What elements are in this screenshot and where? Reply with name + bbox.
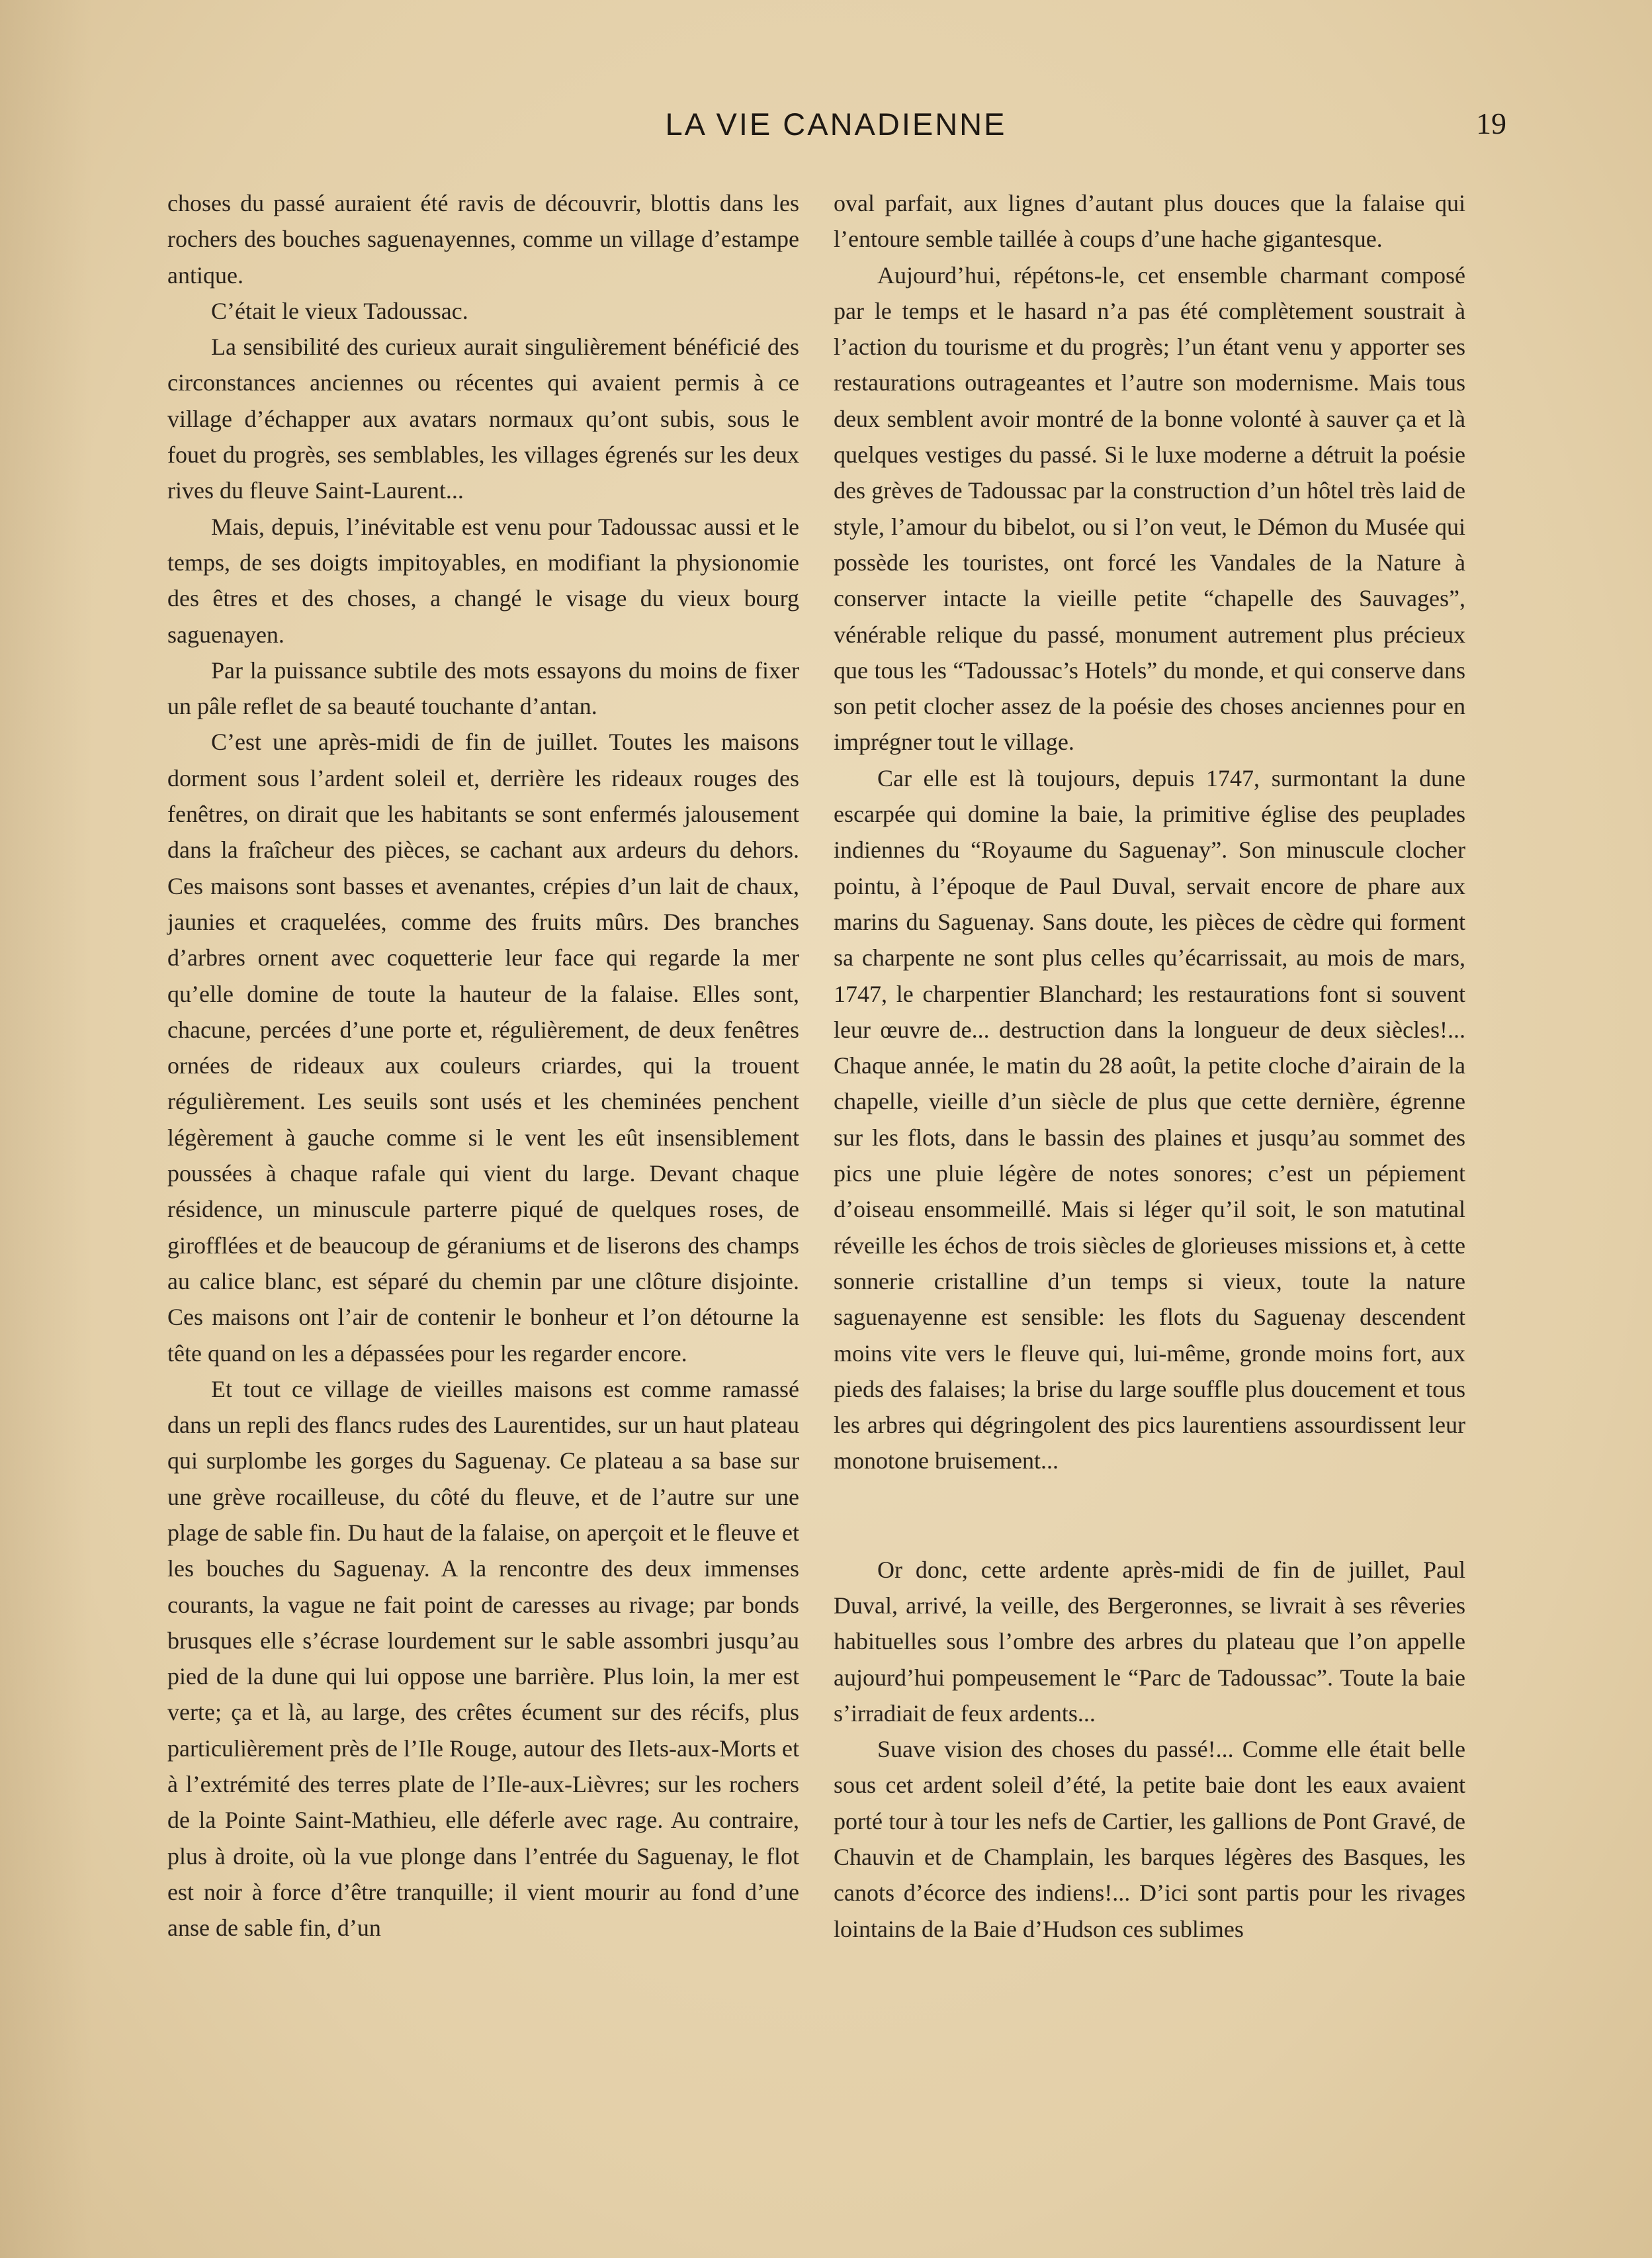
running-title: LA VIE CANADIENNE (665, 107, 1007, 142)
paragraph: Et tout ce village de vieilles maisons est comme ramassé dans un repli des flancs rudes des Laurentides, sur un haut plateau qui surplombe les gorges du Saguenay. Ce plateau a sa base sur une grève rocailleuse, du côté du fleuve, et de l’autre sur une plage de sable fin. Du haut de la falaise, on aperçoit et le fleuve et les bouches du Saguenay. A la rencontre des deux immenses courants, la vague ne fait point de caresses au rivage; par bonds brusques elle s’écrase lourdement sur le sable assombri jusqu’au pied de la dune qui lui oppose une barrière. Plus loin, la mer est verte; ça et là, au large, des crêtes écument sur des récifs, plus particulièrement près de l’Ile Rouge, autour des Ilets-aux-Morts et à l’extrémité des terres plate de l’Ile-aux-Lièvres; sur les rochers de la Pointe Saint-Mathieu, elle déferle avec rage. Au contraire, plus à droite, où la vue plonge dans l’entrée du Saguenay, le flot est noir à force d’être tranquille; il vient mourir au fond d’une anse de sable fin, d’un (167, 1375, 799, 1942)
paragraph: La sensibilité des curieux aurait singulièrement bénéficié des circonstances anciennes ou récentes qui avaient permis à ce village d’échapper aux avatars normaux qu’ont subis, sous le fouet du progrès, ses semblables, les villages égrenés sur les deux rives du fleuve Saint-Laurent... (167, 334, 799, 504)
paragraph: choses du passé auraient été ravis de découvrir, blottis dans les rochers des bouches saguenayennes, comme un village d’estampe antique. (167, 190, 799, 289)
right-column (834, 185, 1465, 1947)
paragraph: Suave vision des choses du passé!... Comme elle était belle sous cet ardent soleil d’été, la petite baie dont les eaux avaient porté tour à tour les nefs de Cartier, les gallions de Pont Gravé, de Chauvin et de Champlain, les barques légères des Basques, les canots d’écorce des indiens!... D’ici sont partis pour les rivages lointains de la Baie d’Hudson ces sublimes (834, 1736, 1465, 1942)
paragraph: Or donc, cette ardente après-midi de fin de juillet, Paul Duval, arrivé, la veille, des Bergeronnes, se livrait à ses rêveries habituelles sous l’ombre des arbres du plateau que l’on appelle aujourd’hui pompeusement le “Parc de Tadoussac”. Toute la baie s’irradiait de feux ardents... (834, 1556, 1465, 1727)
left-column (167, 185, 799, 1946)
page-number: 19 (1476, 107, 1506, 140)
paragraph: Car elle est là toujours, depuis 1747, surmontant la dune escarpée qui domine la baie, la primitive église des peuplades indiennes du “Royaume du Saguenay”. Son minuscule clocher pointu, à l’époque de Paul Duval, servait encore de phare aux marins du Saguenay. Sans doute, les pièces de cèdre qui forment sa charpente ne sont plus celles qu’écarrissait, au mois de mars, 1747, le charpentier Blanchard; les restaurations font si souvent leur œuvre de... destruction dans la longueur de deux siècles!... Chaque année, le matin du 28 août, la petite cloche d’airain de la chapelle, vieille d’un siècle de plus que cette dernière, égrenne sur les flots, dans le bassin des plaines et jusqu’au sommet des pics une pluie légère de notes sonores; c’est un pépiement d’oiseau ensommeillé. Mais si léger qu’il soit, le son matutinal réveille les échos de trois siècles de glorieuses missions et, à cette sonnerie cristalline d’un temps si vieux, toute la nature saguenayenne est sensible: les flots du Saguenay descendent moins vite vers le fleuve qui, lui-même, gronde moins fort, aux pieds des falaises; la brise du large souffle plus doucement et tous les arbres qui dégringolent des pics laurentiens assourdissent leur monotone bruisement... (834, 764, 1465, 1474)
page-binding-shadow (0, 0, 93, 2258)
paragraph: Mais, depuis, l’inévitable est venu pour Tadoussac aussi et le temps, de ses doigts impitoyables, en modifiant la physionomie des êtres et des choses, a changé le visage du vieux bourg saguenayen. (167, 513, 799, 648)
paragraph: oval parfait, aux lignes d’autant plus douces que la falaise qui l’entoure semble taillée à coups d’une hache gigantesque. (834, 190, 1465, 253)
paragraph: C’est une après-midi de fin de juillet. Toutes les maisons dorment sous l’ardent soleil et, derrière les rideaux rouges des fenêtres, on dirait que les habitants se sont enfermés jalousement dans la fraîcheur des pièces, se cachant aux ardeurs du dehors. Ces maisons sont basses et avenantes, crépies d’un lait de chaux, jaunies et craquelées, comme des fruits mûrs. Des branches d’arbres ornent avec coquetterie leur face qui regarde la mer qu’elle domine de toute la hauteur de la falaise. Elles sont, chacune, percées d’une porte et, régulièrement, de deux fenêtres ornées de rideaux aux couleurs criardes, qui la trouent régulièrement. Les seuils sont usés et les cheminées penchent légèrement à gauche comme si le vent les eût insensiblement poussées à chaque rafale qui vient du large. Devant chaque résidence, un minuscule parterre piqué de quelques roses, de girofflées et de beaucoup de géraniums et de liserons des champs au calice blanc, est séparé du chemin par une clôture disjointe. Ces maisons ont l’air de contenir le bonheur et l’on détourne la tête quand on les a dépassées pour les regarder encore. (167, 729, 799, 1367)
paragraph: Par la puissance subtile des mots essayons du moins de fixer un pâle reflet de sa beauté touchante d’antan. (167, 656, 799, 720)
page-header (165, 106, 1506, 152)
paragraph: C’était le vieux Tadoussac. (211, 297, 468, 324)
paragraph: Aujourd’hui, répétons-le, cet ensemble charmant composé par le temps et le hasard n’a pas été complètement soustrait à l’action du tourisme et du progrès; l’un étant venu y apporter ses restaurations outrageantes et l’autre son modernisme. Mais tous deux semblent avoir montré de la bonne volonté à sauver ça et là quelques vestiges du passé. Si le luxe moderne a détruit la poésie des grèves de Tadoussac par la construction d’un hôtel très laid de style, l’amour du bibelot, ou si l’on veut, le Démon du Musée qui possède les touristes, ont forcé les Vandales de la Nature à conserver intacte la vieille petite “chapelle des Sauvages”, vénérable relique du passé, monument autrement plus précieux que tous les “Tadoussac’s Hotels” du monde, et qui conserve dans son petit clocher assez de la poésie des choses anciennes pour en imprégner tout le village. (834, 261, 1465, 756)
